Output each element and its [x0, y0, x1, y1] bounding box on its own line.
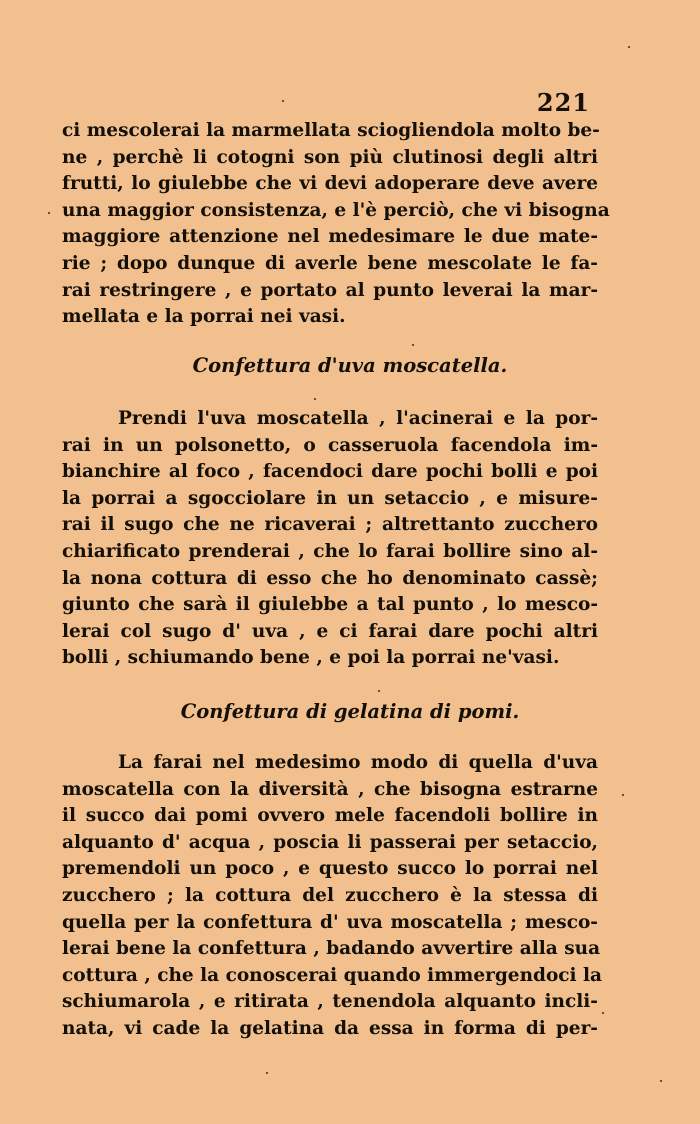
- text-line: una maggior consistenza, e l'è perciò, che vi bisogna: [62, 199, 610, 221]
- paragraph-intro: [62, 118, 610, 331]
- paper-speck: [602, 1012, 604, 1014]
- text-line: bolli , schiumando bene , e poi la porrai ne'vasi.: [62, 647, 560, 669]
- page-number: 221: [536, 88, 590, 117]
- paper-speck: [412, 344, 414, 346]
- text-line: rai in un polsonetto, o casseruola facendola im-: [62, 434, 598, 456]
- text-line: lerai bene la confettura , badando avvertire alla sua: [62, 938, 601, 960]
- text-line: bianchire al foco , facendoci dare pochi bolli e poi: [62, 461, 598, 483]
- paper-speck: [314, 398, 316, 400]
- text-line: quella per la confettura d' uva moscatella ; mesco-: [62, 911, 598, 933]
- text-line: giunto che sarà il giulebbe a tal punto , lo mesco-: [62, 594, 598, 616]
- paper-speck: [378, 690, 380, 692]
- paragraph-uva: [62, 406, 598, 672]
- text-line: la nona cottura di esso che ho denominato cassè;: [62, 567, 598, 589]
- paper-speck: [48, 212, 50, 214]
- paper-speck: [660, 1080, 662, 1082]
- text-line: il succo dai pomi ovvero mele facendoli bollire in: [62, 805, 598, 827]
- text-line: La farai nel medesimo modo di quella d'uva: [118, 752, 598, 773]
- text-line: rai il sugo che ne ricaverai ; altrettanto zucchero: [62, 514, 598, 536]
- text-line: mellata e la porrai nei vasi.: [62, 306, 346, 328]
- text-line: chiarificato prenderai , che lo farai bollire sino al-: [62, 540, 598, 562]
- paragraph-pomi: [62, 750, 603, 1043]
- text-line: rai restringere , e portato al punto leverai la mar-: [62, 279, 598, 301]
- text-line: zucchero ; la cottura del zucchero è la stessa di: [62, 884, 598, 906]
- text-line: ne , perchè li cotogni son più clutinosi degli altri: [62, 146, 598, 168]
- text-line: maggiore attenzione nel medesimare le due mate-: [62, 226, 598, 248]
- paper-speck: [622, 794, 624, 796]
- paper-speck: [628, 46, 630, 48]
- section-heading-pomi: Confettura di gelatina di pomi.: [180, 700, 520, 723]
- text-line: rie ; dopo dunque di averle bene mescolate le fa-: [62, 252, 598, 274]
- text-line: frutti, lo giulebbe che vi devi adoperare deve avere: [62, 173, 598, 195]
- text-line: premendoli un poco , e questo succo lo porrai nel: [62, 858, 598, 880]
- paper-speck: [282, 100, 284, 102]
- text-line: ci mescolerai la marmellata sciogliendola molto be-: [62, 120, 600, 141]
- text-line: cottura , che la conoscerai quando immergendoci la: [62, 964, 603, 986]
- text-line: nata, vi cade la gelatina da essa in forma di per-: [62, 1017, 598, 1039]
- text-line: lerai col sugo d' uva , e ci farai dare pochi altri: [62, 620, 598, 642]
- text-line: schiumarola , e ritirata , tenendola alquanto incli-: [62, 991, 598, 1013]
- section-heading-uva: Confettura d'uva moscatella.: [192, 354, 508, 377]
- text-line: alquanto d' acqua , poscia li passerai per setaccio,: [62, 831, 598, 853]
- text-line: Prendi l'uva moscatella , l'acinerai e la por-: [118, 408, 598, 429]
- text-line: moscatella con la diversità , che bisogna estrarne: [62, 778, 598, 800]
- text-line: la porrai a sgocciolare in un setaccio , e misure-: [62, 487, 598, 509]
- paper-speck: [266, 1072, 268, 1074]
